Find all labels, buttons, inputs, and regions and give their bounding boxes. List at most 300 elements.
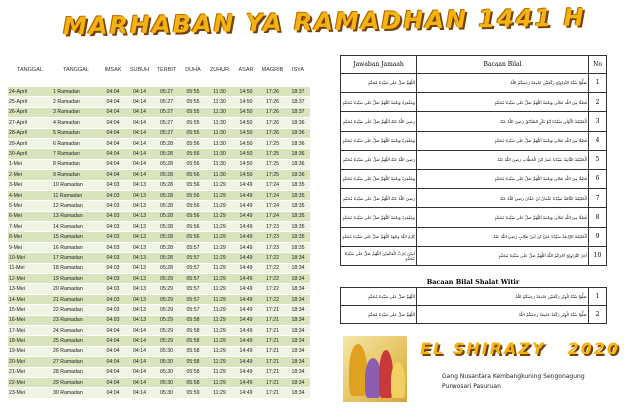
schedule-cell: 05:28 [153, 170, 180, 180]
schedule-cell: 04:04 [100, 336, 126, 346]
schedule-cell: 17:23 [259, 242, 286, 252]
witir-body [341, 288, 607, 324]
bilal-row [341, 208, 607, 227]
brand-name: EL SHIRAZY [420, 338, 546, 358]
schedule-cell: 05:29 [153, 336, 180, 346]
jawaban-cell: رَضِيَ اللّٰهُ عَنْهُ اَللّٰهُمَّ صَلِّ عَلٰى سَيِّدِنَا مُحَمَّدٍ [341, 112, 417, 131]
schedule-cell: 22 Ramadan [52, 305, 100, 315]
schedule-cell: 05:27 [153, 87, 180, 97]
schedule-cell: 05:29 [153, 294, 180, 304]
schedule-cell: 05:29 [153, 284, 180, 294]
schedule-cell: 05:28 [153, 190, 180, 200]
schedule-cell: 14-Mei [8, 294, 52, 304]
schedule-cell: 05:56 [180, 170, 206, 180]
schedule-cell: 17:21 [259, 325, 286, 335]
schedule-cell: 23-Mei [8, 388, 52, 398]
schedule-row [8, 87, 310, 97]
schedule-cell: 18:35 [286, 222, 310, 232]
schedule-cell: 05:55 [180, 97, 206, 107]
schedule-cell: 17:25 [259, 149, 286, 159]
schedule-cell: 19-Mei [8, 346, 52, 356]
schedule-cell: 05:28 [153, 138, 180, 148]
schedule-cell: 04:14 [126, 149, 153, 159]
schedule-cell: 15-Mei [8, 305, 52, 315]
schedule-cell: 14:49 [233, 180, 259, 190]
schedule-cell: 17:21 [259, 357, 286, 367]
bacaan-cell: صَلُّوْا سُنَّةَ الْوِتْرِ رَكْعَتَيْنِ جَامِعَةً رَحِمَكُمُ اللّٰهُ [417, 288, 589, 306]
schedule-col-header: DUHA [185, 67, 201, 73]
schedule-cell: 11:29 [206, 180, 233, 190]
schedule-cell: 18 Ramadan [52, 263, 100, 273]
schedule-cell: 05:28 [153, 180, 180, 190]
schedule-cell: 18:34 [286, 274, 310, 284]
schedule-cell: 18:37 [286, 87, 310, 97]
schedule-cell: 17:23 [259, 232, 286, 242]
schedule-col-header: IMSAK [104, 67, 122, 73]
witir-row [341, 288, 607, 306]
address-line-2: Purwosari Pasuruan [442, 383, 501, 390]
schedule-cell: 14:49 [233, 201, 259, 211]
schedule-cell: 05:56 [180, 211, 206, 221]
bacaan-cell: صَلُّوْا سُنَّةَ التَّرَاوِيْحِ رَكْعَتَيْنِ جَامِعَةً رَحِمَكُمُ اللّٰهُ [417, 74, 589, 93]
schedule-row [8, 263, 310, 273]
bacaan-bilal-table [340, 55, 607, 266]
schedule-cell: 25 Ramadan [52, 336, 100, 346]
schedule-cell: 17:24 [259, 190, 286, 200]
schedule-cell: 17:21 [259, 336, 286, 346]
number-cell: 7 [589, 189, 607, 208]
schedule-col-header: TANGGAL [17, 67, 43, 73]
jawaban-cell: اٰمِيْنَ يَارَبَّ الْعَالَمِيْنَ اَللّٰهُمَّ صَلِّ عَلٰى سَيِّدِنَا مُحَمَّدٍ [341, 246, 417, 265]
schedule-cell: 11:29 [206, 346, 233, 356]
schedule-row [8, 274, 310, 284]
schedule-cell: 05:30 [153, 388, 180, 398]
schedule-cell: 18:34 [286, 336, 310, 346]
schedule-cell: 17:26 [259, 107, 286, 117]
schedule-cell: 17:23 [259, 222, 286, 232]
schedule-cell: 05:57 [180, 274, 206, 284]
schedule-cell: 17:22 [259, 284, 286, 294]
schedule-cell: 04:13 [126, 232, 153, 242]
schedule-row [8, 159, 310, 169]
schedule-cell: 18:34 [286, 294, 310, 304]
schedule-cell: 05:55 [180, 118, 206, 128]
number-cell: 2 [589, 93, 607, 112]
bilal-row [341, 131, 607, 150]
schedule-cell: 17:25 [259, 138, 286, 148]
schedule-cell: 12-Mei [8, 274, 52, 284]
bacaan-bilal-witir-table [340, 287, 607, 324]
schedule-cell: 11:29 [206, 367, 233, 377]
schedule-row [8, 346, 310, 356]
jawaban-cell: رَضِيَ اللّٰهُ عَنْهُ اَللّٰهُمَّ صَلِّ عَلٰى سَيِّدِنَا مُحَمَّدٍ [341, 189, 417, 208]
schedule-cell: 11:30 [206, 149, 233, 159]
schedule-cell: 1-Mei [8, 159, 52, 169]
imsakiyah-schedule-table [8, 53, 310, 399]
schedule-cell: 04:14 [126, 128, 153, 138]
schedule-cell: 18:35 [286, 232, 310, 242]
schedule-cell: 04:13 [126, 180, 153, 190]
jawaban-cell: وَمَغْفِرَةً وَنِعْمَةً اَللّٰهُمَّ صَلِّ عَلٰى سَيِّدِنَا مُحَمَّدٍ [341, 208, 417, 227]
schedule-row [8, 232, 310, 242]
schedule-cell: 10-Mei [8, 253, 52, 263]
schedule-cell: 17-Mei [8, 325, 52, 335]
number-cell: 8 [589, 208, 607, 227]
schedule-cell: 29-April [8, 138, 52, 148]
schedule-cell: 05:28 [153, 263, 180, 273]
schedule-cell: 05:29 [153, 315, 180, 325]
schedule-cell: 05:29 [153, 274, 180, 284]
schedule-cell: 19 Ramadan [52, 274, 100, 284]
schedule-cell: 04:03 [100, 211, 126, 221]
schedule-col-header: TANGGAL [63, 67, 89, 73]
schedule-cell: 14:50 [233, 107, 259, 117]
bilal-header-row [341, 56, 607, 74]
schedule-cell: 15 Ramadan [52, 232, 100, 242]
schedule-cell: 04:14 [126, 118, 153, 128]
schedule-cell: 21-Mei [8, 367, 52, 377]
schedule-cell: 11:29 [206, 377, 233, 387]
schedule-cell: 04:03 [100, 274, 126, 284]
schedule-cell: 04:04 [100, 388, 126, 398]
schedule-cell: 14:50 [233, 128, 259, 138]
schedule-cell: 18:35 [286, 180, 310, 190]
schedule-cell: 04:03 [100, 232, 126, 242]
schedule-cell: 05:58 [180, 315, 206, 325]
schedule-cell: 05:56 [180, 222, 206, 232]
jawaban-cell: وَمَغْفِرَةً وَنِعْمَةً اَللّٰهُمَّ صَلِّ عَلٰى سَيِّدِنَا مُحَمَّدٍ [341, 131, 417, 150]
schedule-cell: 27-April [8, 118, 52, 128]
page-title: MARHABAN YA RAMADHAN 1441 H [62, 3, 586, 41]
schedule-cell: 18:34 [286, 346, 310, 356]
number-cell: 10 [589, 246, 607, 265]
schedule-cell: 04:14 [126, 97, 153, 107]
schedule-cell: 11:29 [206, 336, 233, 346]
jawaban-cell: رَضِيَ اللّٰهُ عَنْهُ اَللّٰهُمَّ صَلِّ عَلٰى سَيِّدِنَا مُحَمَّدٍ [341, 150, 417, 169]
schedule-cell: 9 Ramadan [52, 170, 100, 180]
number-cell: 5 [589, 150, 607, 169]
bilal-row [341, 246, 607, 265]
schedule-cell: 05:56 [180, 138, 206, 148]
schedule-row [8, 377, 310, 387]
schedule-cell: 04:04 [100, 357, 126, 367]
schedule-cell: 04:03 [100, 253, 126, 263]
schedule-cell: 14:49 [233, 367, 259, 377]
bacaan-cell: اَلْخَلِيْفَةُ الثَّانِيَةُ سَيِّدُنَا عُمَرُ ابْنُ الْخَطَّابِ رَضِيَ اللّٰهُ عَنْهُ [417, 150, 589, 169]
schedule-row [8, 138, 310, 148]
schedule-cell: 04:14 [126, 367, 153, 377]
schedule-cell: 18:37 [286, 97, 310, 107]
family-photo [343, 336, 407, 402]
schedule-cell: 14:50 [233, 97, 259, 107]
schedule-cell: 04:14 [126, 159, 153, 169]
schedule-cell: 04:04 [100, 159, 126, 169]
schedule-cell: 17:21 [259, 388, 286, 398]
schedule-row [8, 170, 310, 180]
bacaan-cell: فَضْلًا مِنَ اللّٰهِ تَعَالٰى وَنِعْمَةً اَللّٰهُمَّ صَلِّ عَلٰى سَيِّدِنَا مُحَمَّدٍ [417, 169, 589, 188]
schedule-cell: 2 Ramadan [52, 97, 100, 107]
jawaban-cell: كَرَّمَ اللّٰهُ وَجْهَهُ اَللّٰهُمَّ صَلِّ عَلٰى سَيِّدِنَا مُحَمَّدٍ [341, 227, 417, 246]
schedule-row [8, 149, 310, 159]
schedule-cell: 04:03 [100, 222, 126, 232]
schedule-cell: 13-Mei [8, 284, 52, 294]
schedule-cell: 20-Mei [8, 357, 52, 367]
schedule-row [8, 325, 310, 335]
schedule-cell: 04:03 [100, 294, 126, 304]
schedule-cell: 11:29 [206, 253, 233, 263]
schedule-cell: 04:04 [100, 128, 126, 138]
schedule-cell: 14:49 [233, 294, 259, 304]
schedule-cell: 04:04 [100, 107, 126, 117]
bacaan-cell: اَلْخَلِيْفَةُ الثَّالِثَةُ سَيِّدُنَا عُثْمَانُ بْنُ عَفَّانَ رَضِيَ اللّٰهُ عَنْهُ [417, 189, 589, 208]
bilal-row [341, 150, 607, 169]
schedule-cell: 30-April [8, 149, 52, 159]
schedule-cell: 18:36 [286, 170, 310, 180]
schedule-cell: 11:29 [206, 284, 233, 294]
schedule-cell: 17:24 [259, 180, 286, 190]
schedule-row [8, 201, 310, 211]
schedule-cell: 21 Ramadan [52, 294, 100, 304]
schedule-cell: 14:49 [233, 242, 259, 252]
schedule-cell: 04:03 [100, 284, 126, 294]
number-cell: 2 [589, 306, 607, 324]
schedule-cell: 14:49 [233, 315, 259, 325]
schedule-cell: 14:49 [233, 346, 259, 356]
schedule-cell: 04:14 [126, 138, 153, 148]
schedule-cell: 04:13 [126, 201, 153, 211]
schedule-row [8, 388, 310, 398]
jawaban-cell: اَللّٰهُمَّ صَلِّ عَلٰى سَيِّدِنَا مُحَمَّدٍ [341, 288, 417, 306]
schedule-cell: 5-Mei [8, 201, 52, 211]
schedule-cell: 04:03 [100, 190, 126, 200]
schedule-cell: 18-Mei [8, 336, 52, 346]
schedule-cell: 05:58 [180, 346, 206, 356]
jawaban-cell: وَمَغْفِرَةً وَنِعْمَةً اَللّٰهُمَّ صَلِّ عَلٰى سَيِّدِنَا مُحَمَّدٍ [341, 93, 417, 112]
schedule-cell: 04:03 [100, 242, 126, 252]
schedule-cell: 04:13 [126, 263, 153, 273]
schedule-cell: 16-Mei [8, 315, 52, 325]
schedule-cell: 18:36 [286, 138, 310, 148]
schedule-cell: 04:13 [126, 284, 153, 294]
schedule-cell: 27 Ramadan [52, 357, 100, 367]
schedule-cell: 05:29 [153, 325, 180, 335]
schedule-cell: 04:14 [126, 388, 153, 398]
schedule-cell: 24 Ramadan [52, 325, 100, 335]
schedule-row [8, 305, 310, 315]
bilal-row [341, 74, 607, 93]
schedule-cell: 2-Mei [8, 170, 52, 180]
schedule-cell: 05:56 [180, 232, 206, 242]
header-bacaan-bilal: Bacaan Bilal [417, 56, 589, 74]
schedule-cell: 26 Ramadan [52, 346, 100, 356]
schedule-cell: 04:04 [100, 149, 126, 159]
schedule-cell: 17:26 [259, 118, 286, 128]
bacaan-cell: فَضْلًا مِنَ اللّٰهِ تَعَالٰى وَنِعْمَةً اَللّٰهُمَّ صَلِّ عَلٰى سَيِّدِنَا مُحَمَّدٍ [417, 131, 589, 150]
schedule-cell: 6 Ramadan [52, 138, 100, 148]
schedule-cell: 05:27 [153, 97, 180, 107]
schedule-header-row [8, 53, 310, 87]
schedule-cell: 11:29 [206, 325, 233, 335]
schedule-cell: 4 Ramadan [52, 118, 100, 128]
schedule-cell: 18:36 [286, 118, 310, 128]
schedule-cell: 04:13 [126, 222, 153, 232]
schedule-cell: 04:14 [126, 107, 153, 117]
schedule-cell: 28-April [8, 128, 52, 138]
schedule-cell: 05:57 [180, 305, 206, 315]
schedule-cell: 8 Ramadan [52, 159, 100, 169]
schedule-cell: 05:57 [180, 253, 206, 263]
schedule-cell: 14:49 [233, 357, 259, 367]
schedule-cell: 05:56 [180, 180, 206, 190]
schedule-cell: 05:57 [180, 284, 206, 294]
schedule-cell: 14:49 [233, 211, 259, 221]
witir-title: Bacaan Bilal Shalat Witir [426, 278, 520, 286]
schedule-cell: 14:50 [233, 87, 259, 97]
schedule-cell: 05:58 [180, 367, 206, 377]
schedule-cell: 20 Ramadan [52, 284, 100, 294]
schedule-cell: 11:30 [206, 170, 233, 180]
schedule-cell: 30 Ramadan [52, 388, 100, 398]
schedule-cell: 11:29 [206, 315, 233, 325]
bacaan-cell: اَلْخَلِيْفَةُ الْاُوْلٰى سَيِّدُنَا اَبُوْ بَكْرٍ الصِّدِّيْقُ رَضِيَ اللّٰهُ عَنْهُ [417, 112, 589, 131]
schedule-cell: 18:34 [286, 325, 310, 335]
schedule-cell: 6-Mei [8, 211, 52, 221]
schedule-cell: 17:26 [259, 128, 286, 138]
schedule-cell: 05:28 [153, 201, 180, 211]
schedule-cell: 8-Mei [8, 232, 52, 242]
schedule-cell: 04:14 [126, 87, 153, 97]
schedule-cell: 05:27 [153, 128, 180, 138]
schedule-row [8, 180, 310, 190]
title-banner [62, 2, 586, 42]
schedule-cell: 05:27 [153, 118, 180, 128]
schedule-cell: 11-Mei [8, 263, 52, 273]
schedule-col-header: SUBUH [129, 67, 150, 73]
bilal-row [341, 169, 607, 188]
schedule-cell: 17:21 [259, 305, 286, 315]
schedule-cell: 18:35 [286, 242, 310, 252]
schedule-cell: 17 Ramadan [52, 253, 100, 263]
schedule-cell: 17:21 [259, 377, 286, 387]
schedule-row [8, 97, 310, 107]
number-cell: 1 [589, 74, 607, 93]
bacaan-cell: فَضْلًا مِنَ اللّٰهِ تَعَالٰى وَنِعْمَةً اَللّٰهُمَّ صَلِّ عَلٰى سَيِّدِنَا مُحَمَّدٍ [417, 93, 589, 112]
schedule-row [8, 253, 310, 263]
schedule-cell: 23 Ramadan [52, 315, 100, 325]
schedule-cell: 14:50 [233, 149, 259, 159]
schedule-cell: 13 Ramadan [52, 211, 100, 221]
schedule-cell: 05:28 [153, 159, 180, 169]
schedule-cell: 11:30 [206, 138, 233, 148]
schedule-cell: 05:28 [153, 253, 180, 263]
brand-year: 2020 [567, 338, 620, 358]
schedule-cell: 05:56 [180, 201, 206, 211]
schedule-cell: 04:03 [100, 263, 126, 273]
schedule-cell: 05:58 [180, 377, 206, 387]
jawaban-cell: اَللّٰهُمَّ صَلِّ عَلٰى سَيِّدِنَا مُحَمَّدٍ [341, 306, 417, 324]
schedule-cell: 28 Ramadan [52, 367, 100, 377]
schedule-cell: 04:14 [126, 377, 153, 387]
schedule-cell: 4-Mei [8, 190, 52, 200]
schedule-cell: 05:58 [180, 357, 206, 367]
schedule-cell: 17:24 [259, 211, 286, 221]
schedule-cell: 3 Ramadan [52, 107, 100, 117]
schedule-row [8, 190, 310, 200]
schedule-cell: 05:55 [180, 87, 206, 97]
schedule-cell: 7-Mei [8, 222, 52, 232]
schedule-cell: 05:56 [180, 190, 206, 200]
header-no: No [589, 56, 607, 74]
schedule-row [8, 284, 310, 294]
schedule-cell: 04:13 [126, 274, 153, 284]
number-cell: 4 [589, 131, 607, 150]
schedule-cell: 14:49 [233, 284, 259, 294]
schedule-cell: 17:22 [259, 274, 286, 284]
schedule-cell: 25-April [8, 97, 52, 107]
schedule-cell: 18:35 [286, 211, 310, 221]
schedule-cell: 05:55 [180, 128, 206, 138]
schedule-cell: 04:13 [126, 294, 153, 304]
schedule-cell: 05:56 [180, 149, 206, 159]
bilal-row [341, 112, 607, 131]
bacaan-cell: صَلُّوْا سُنَّةَ الْوِتْرِ رَكْعَةً جَامِعَةً رَحِمَكُمُ اللّٰهُ [417, 306, 589, 324]
schedule-cell: 05:28 [153, 211, 180, 221]
schedule-cell: 11:29 [206, 222, 233, 232]
schedule-cell: 22-Mei [8, 377, 52, 387]
schedule-cell: 14:50 [233, 118, 259, 128]
schedule-cell: 11:29 [206, 232, 233, 242]
schedule-cell: 05:58 [180, 336, 206, 346]
schedule-cell: 17:24 [259, 201, 286, 211]
schedule-cell: 14:49 [233, 325, 259, 335]
bilal-body [341, 74, 607, 266]
schedule-cell: 18:34 [286, 367, 310, 377]
schedule-cell: 05:30 [153, 367, 180, 377]
schedule-cell: 14:49 [233, 377, 259, 387]
schedule-cell: 04:04 [100, 87, 126, 97]
schedule-cell: 04:04 [100, 377, 126, 387]
schedule-row [8, 294, 310, 304]
schedule-cell: 04:04 [100, 118, 126, 128]
schedule-cell: 11:29 [206, 242, 233, 252]
schedule-cell: 18:35 [286, 201, 310, 211]
jawaban-cell: وَمَغْفِرَةً وَنِعْمَةً اَللّٰهُمَّ صَلِّ عَلٰى سَيِّدِنَا مُحَمَّدٍ [341, 169, 417, 188]
schedule-cell: 04:04 [100, 367, 126, 377]
schedule-cell: 17:26 [259, 97, 286, 107]
schedule-cell: 04:04 [100, 325, 126, 335]
schedule-cell: 11:29 [206, 388, 233, 398]
schedule-cell: 05:56 [180, 159, 206, 169]
schedule-cell: 18:34 [286, 263, 310, 273]
schedule-cell: 18:34 [286, 253, 310, 263]
schedule-cell: 10 Ramadan [52, 180, 100, 190]
schedule-cell: 04:13 [126, 253, 153, 263]
witir-row [341, 306, 607, 324]
number-cell: 1 [589, 288, 607, 306]
schedule-cell: 18:34 [286, 284, 310, 294]
schedule-cell: 3-Mei [8, 180, 52, 190]
schedule-cell: 18:37 [286, 107, 310, 117]
schedule-row [8, 222, 310, 232]
schedule-cell: 14:49 [233, 253, 259, 263]
number-cell: 9 [589, 227, 607, 246]
schedule-cell: 14:50 [233, 159, 259, 169]
schedule-cell: 11:30 [206, 97, 233, 107]
schedule-row [8, 367, 310, 377]
schedule-cell: 17:25 [259, 159, 286, 169]
schedule-col-header: ZUHUR [209, 67, 230, 73]
schedule-cell: 11:29 [206, 357, 233, 367]
